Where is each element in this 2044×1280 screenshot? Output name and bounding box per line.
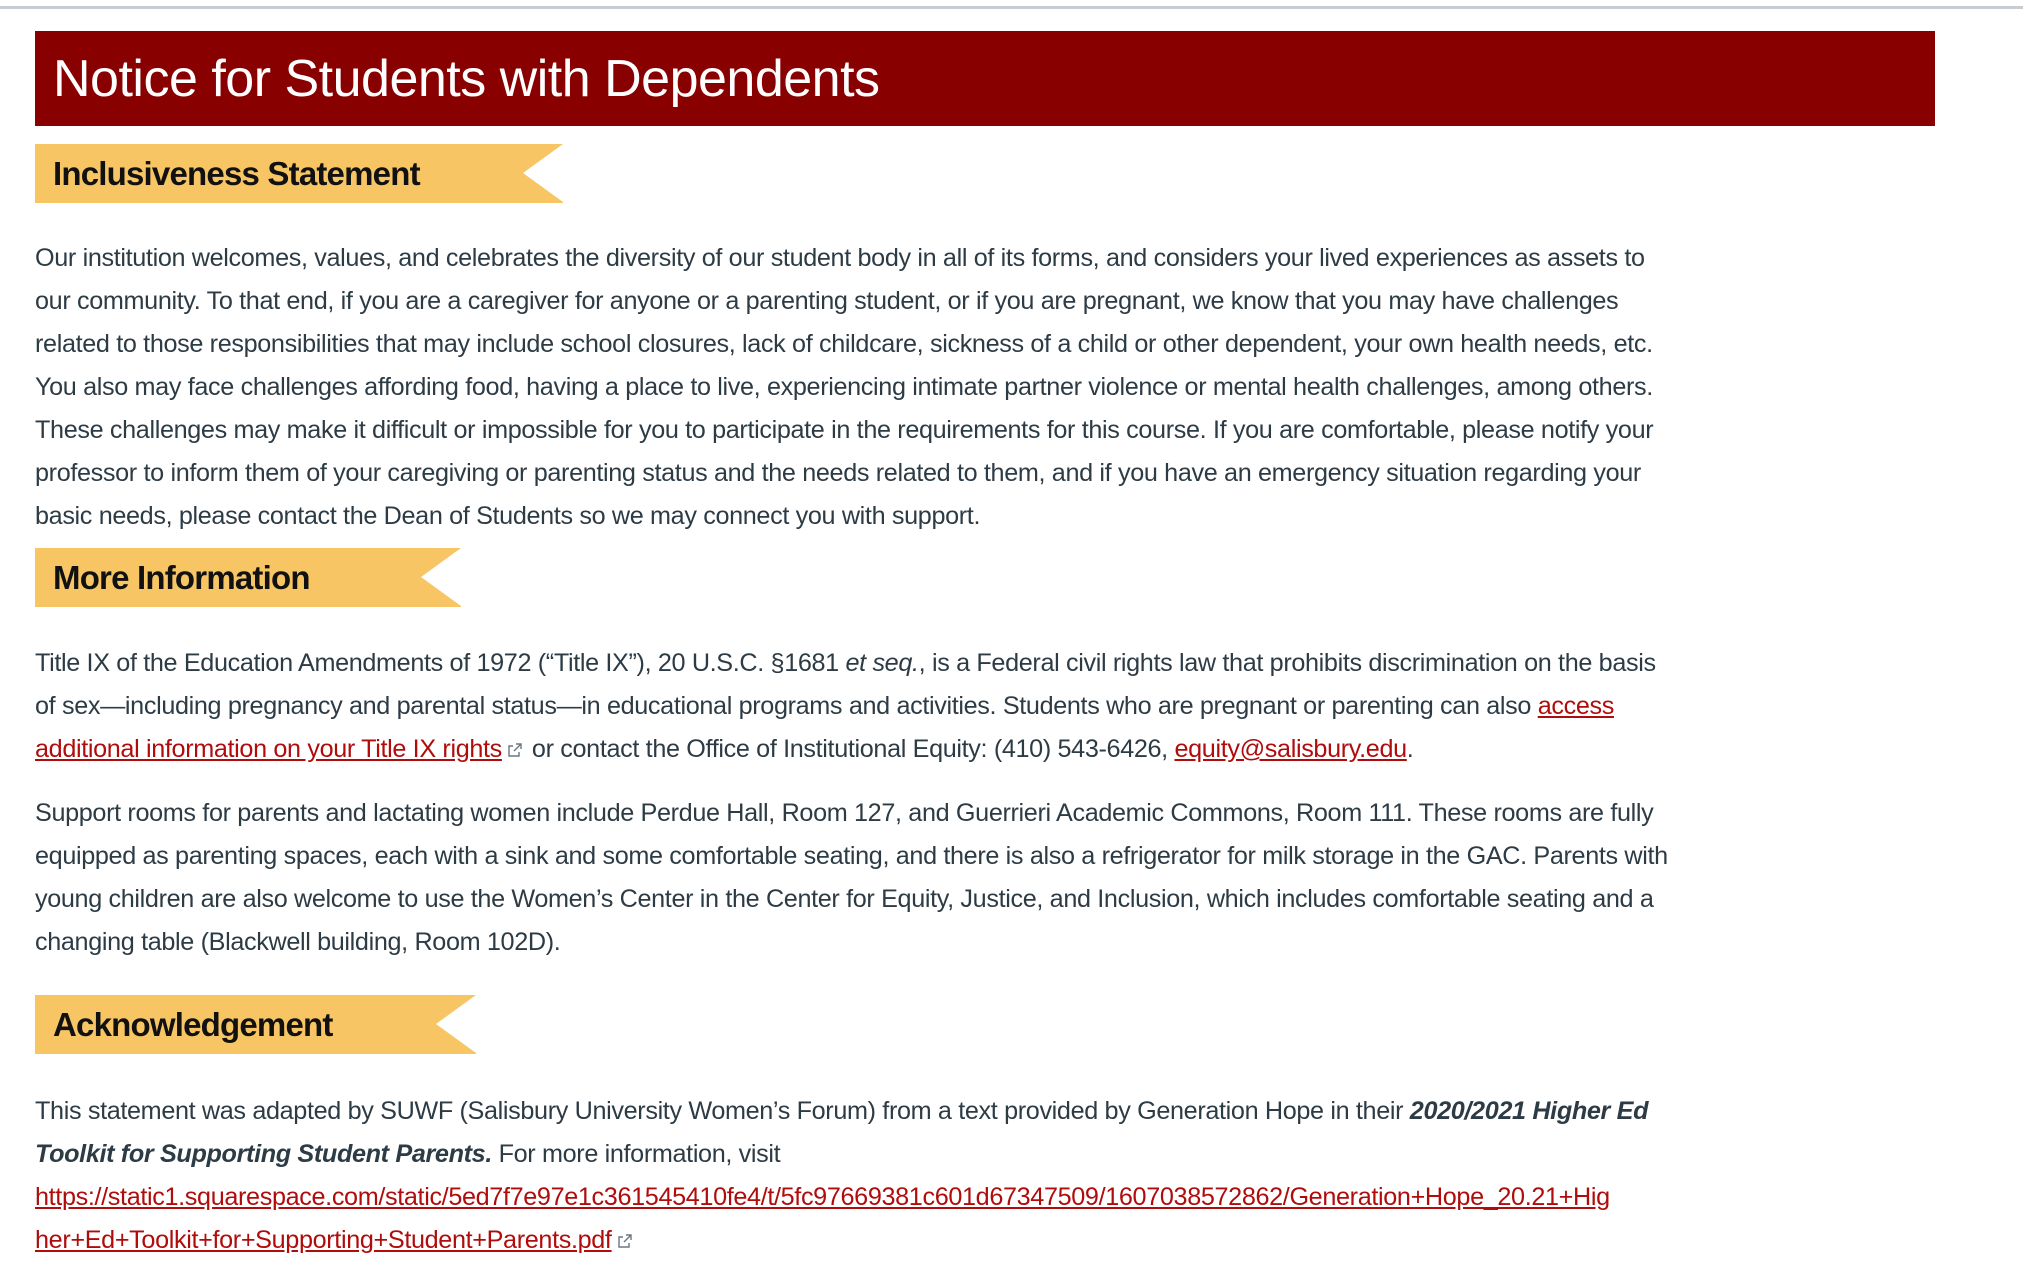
text-line: These challenges may make it difficult or impossible for you to participate in the requirements for this course. If you are comfortable, please notify your [35,416,1654,444]
external-link-icon [618,1234,632,1248]
text: of sex—including pregnancy and parental status—in educational programs and activities. Students who are pregnant or parenting can also [35,692,1538,720]
page-title: Notice for Students with Dependents [53,50,880,108]
section-heading: More Information [53,559,310,596]
text-line [35,728,1955,771]
text-line [35,1133,1955,1176]
text-line: professor to inform them of your caregiving or parenting status and the needs related to them, and if you have an emergency situation regarding your [35,459,1641,487]
text-line: related to those responsibilities that may include school closures, lack of childcare, sickness of a child or other dependent, your own health needs, etc. [35,330,1653,358]
text-line [35,1090,1955,1133]
text-line: You also may face challenges affording food, having a place to live, experiencing intimate partner violence or mental health challenges, among others. [35,373,1653,401]
text: Title IX of the Education Amendments of 1972 (“Title IX”), 20 U.S.C. §1681 [35,649,846,677]
text: For more information, visit [491,1140,781,1168]
acknowledgement-paragraph [35,1090,1955,1262]
title-banner [35,31,1935,126]
section-ribbon-acknowledgement [35,995,476,1054]
title-ix-paragraph [35,642,1955,771]
toolkit-title: 2020/2021 Higher Ed [1409,1097,1649,1125]
toolkit-pdf-link[interactable]: https://static1.squarespace.com/static/5ed7f7e97e1c361545410fe4/t/5fc97669381c601d67347509/1607038572862/Generation+Hope_20.21+Hig [35,1183,1610,1211]
external-link-icon [508,743,522,757]
text-line: our community. To that end, if you are a caregiver for anyone or a parenting student, or if you are pregnant, we know that you may have challenges [35,287,1619,315]
text: . [1406,735,1414,763]
text-line [35,1176,1955,1219]
section-ribbon-more-information [35,548,461,607]
support-rooms-paragraph [35,792,1955,964]
section-heading: Inclusiveness Statement [53,155,420,192]
text: This statement was adapted by SUWF (Salisbury University Women’s Forum) from a text provided by Generation Hope in their [35,1097,1410,1125]
italic-text: et seq. [845,649,919,677]
text-line [35,685,1955,728]
top-divider [0,6,2023,9]
text-line [35,642,1955,685]
text-line: changing table (Blackwell building, Room 102D). [35,928,561,956]
text: , is a Federal civil rights law that prohibits discrimination on the basis [918,649,1656,677]
text-line: Support rooms for parents and lactating women include Perdue Hall, Room 127, and Guerrieri Academic Commons, Room 111. These rooms are fully [35,799,1654,827]
equity-email-link[interactable]: equity@salisbury.edu [1174,735,1407,763]
toolkit-title: Toolkit for Supporting Student Parents. [35,1140,492,1168]
toolkit-pdf-link[interactable]: her+Ed+Toolkit+for+Supporting+Student+Parents.pdf [35,1226,612,1254]
text-line: equipped as parenting spaces, each with a sink and some comfortable seating, and there is also a refrigerator for milk storage in the GAC. Parents with [35,842,1668,870]
text-line: young children are also welcome to use the Women’s Center in the Center for Equity, Justice, and Inclusion, which includes comfortable seating and a [35,885,1654,913]
text-line: Our institution welcomes, values, and celebrates the diversity of our student body in all of its forms, and considers your lived experiences as assets to [35,244,1645,272]
section-heading: Acknowledgement [53,1006,333,1043]
text-line [35,1219,1955,1262]
title-ix-rights-link[interactable]: additional information on your Title IX rights [35,735,502,763]
inclusiveness-paragraph [35,237,1955,538]
text: or contact the Office of Institutional Equity: (410) 543-6426, [531,735,1175,763]
text-line: basic needs, please contact the Dean of Students so we may connect you with support. [35,502,981,530]
title-ix-rights-link[interactable]: access [1537,692,1615,720]
section-ribbon-inclusiveness [35,144,563,203]
